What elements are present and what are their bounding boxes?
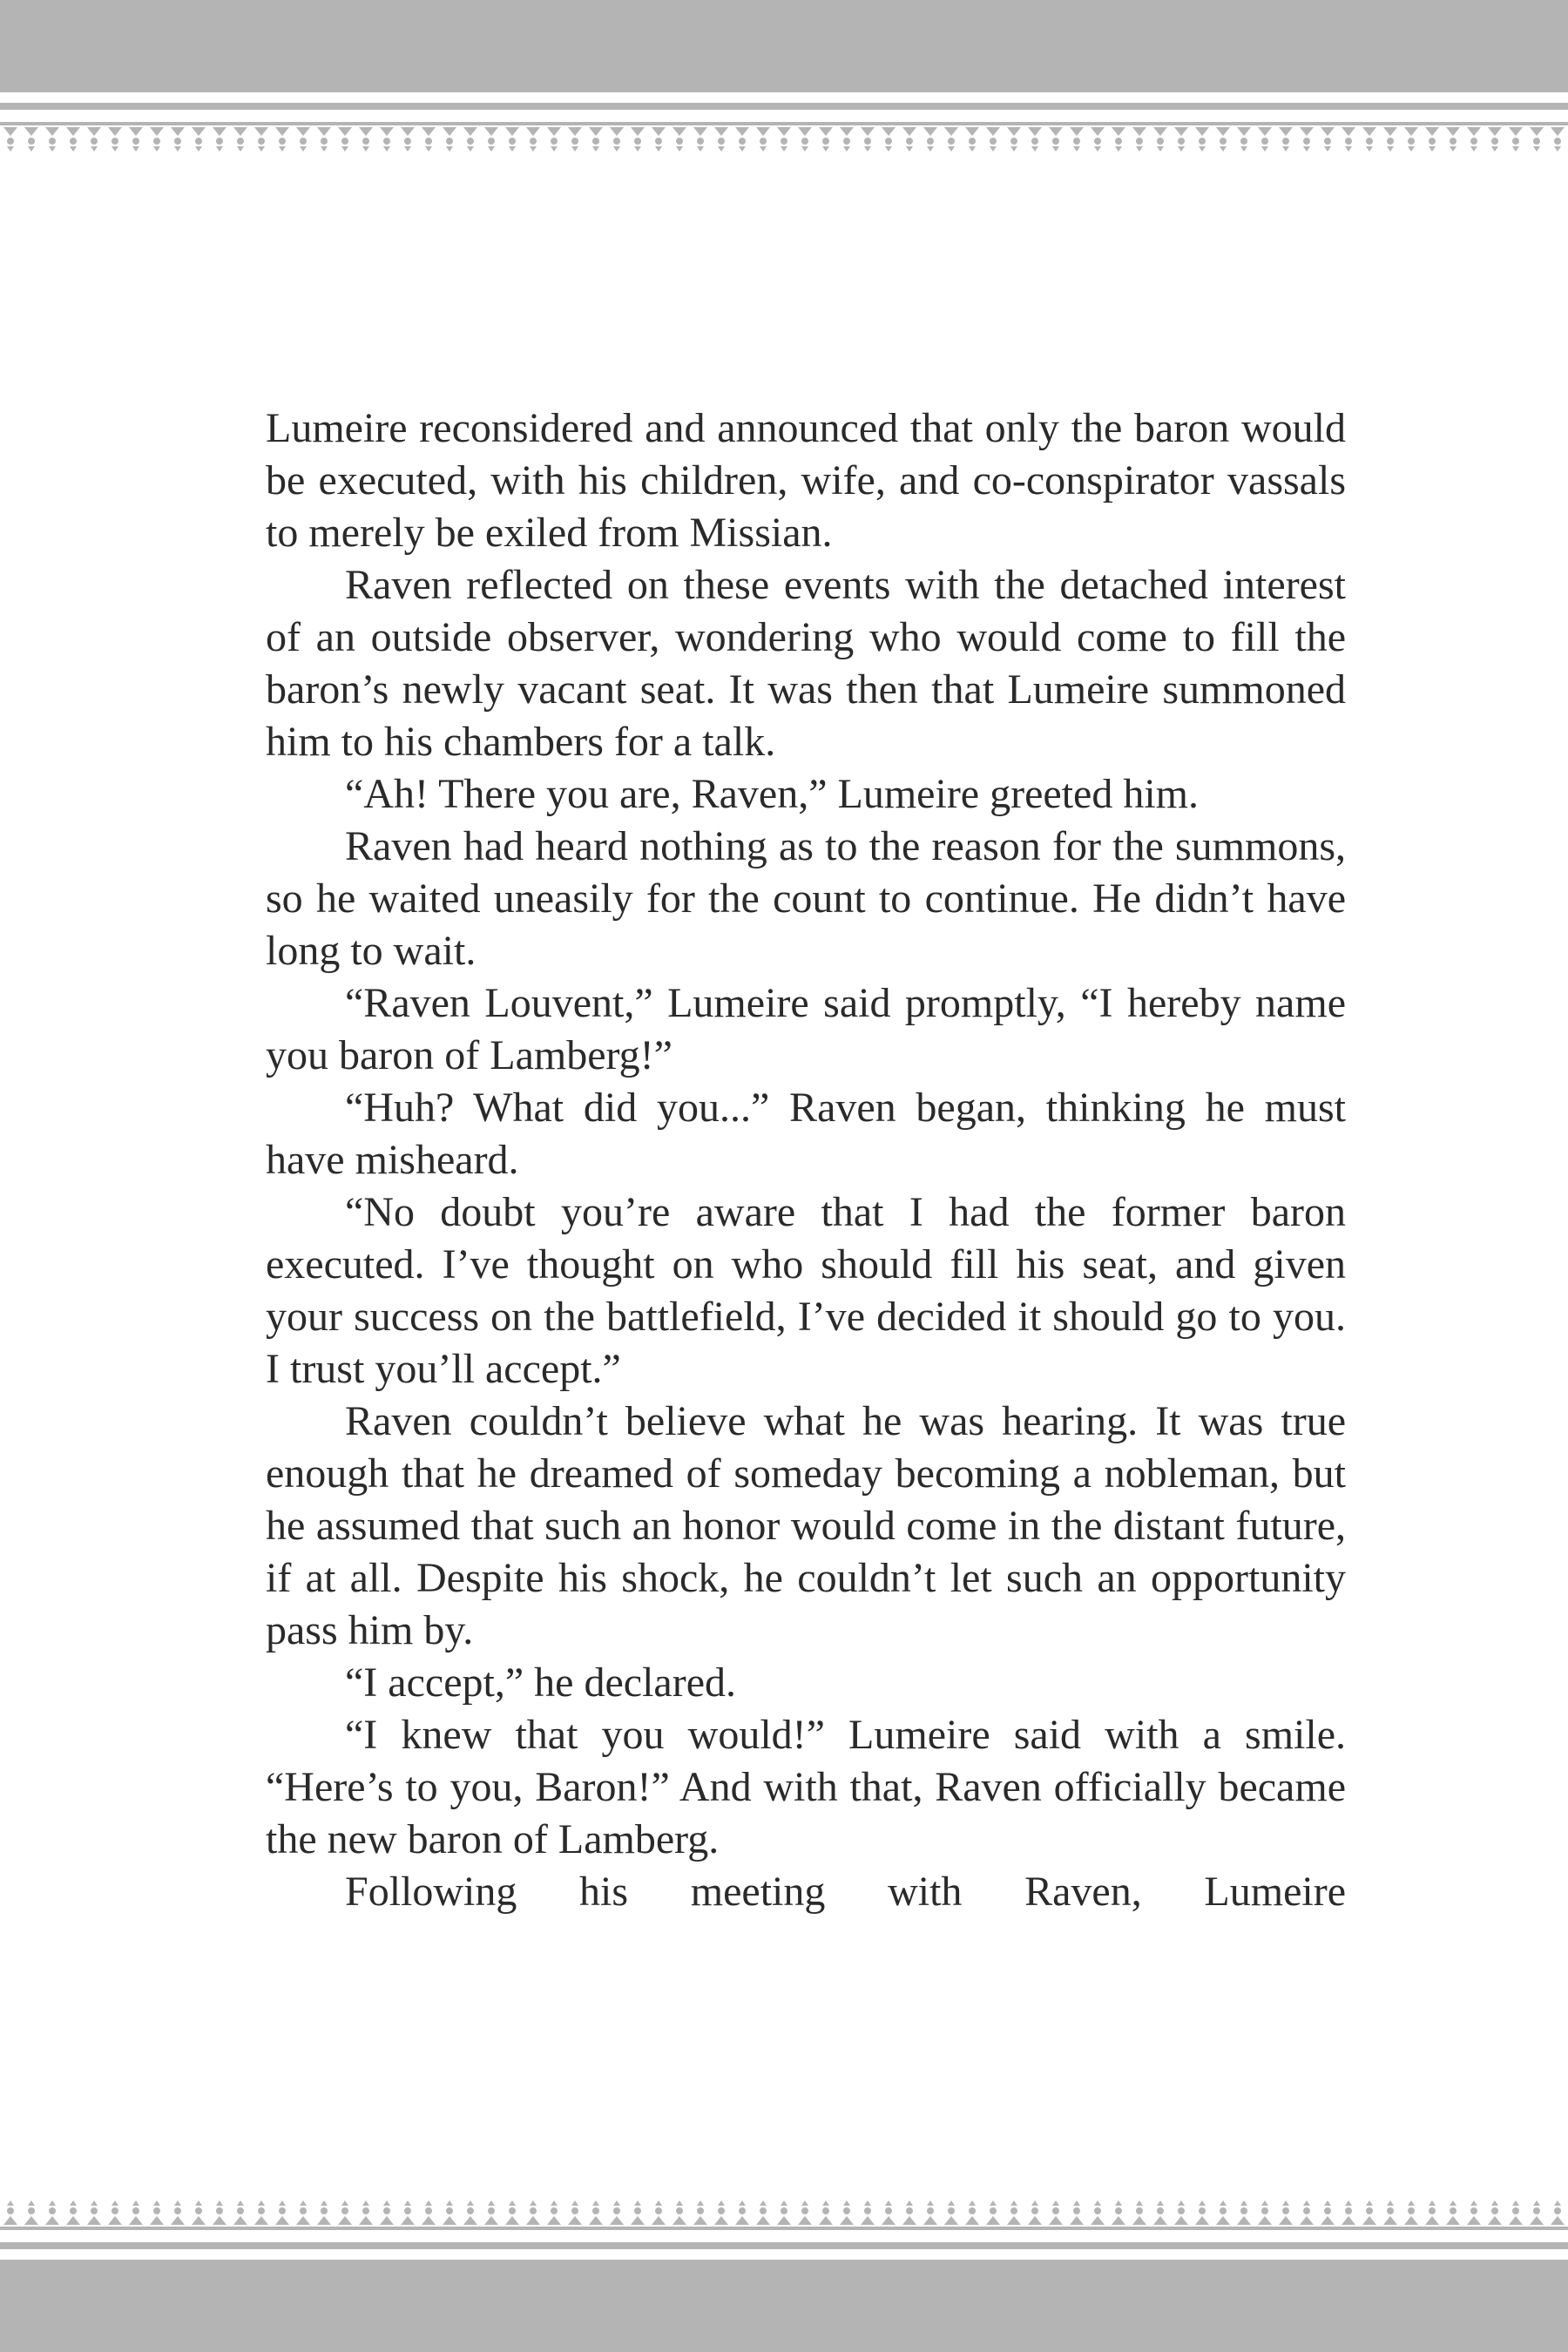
paragraph: “Raven Louvent,” Lumeire said promptly, “I hereby name you baron of Lamberg!” bbox=[266, 980, 1346, 1078]
paragraph: “Huh? What did you...” Raven began, thinking he must have misheard. bbox=[266, 1085, 1346, 1183]
paragraph: Lumeire reconsidered and announced that only the baron would be executed, with his children, wife, and co-conspirator vassals to merely be exiled from Missian. bbox=[266, 405, 1346, 556]
paragraph: “No doubt you’re aware that I had the former baron executed. I’ve thought on who should fill his seat, and given your success on the battlefield, I’ve decided it should go to you. I trust you’ll accept.” bbox=[266, 1189, 1346, 1392]
paragraph: “I knew that you would!” Lumeire said with a smile. “Here’s to you, Baron!” And with that, Raven officially became the new baron of Lamberg. bbox=[266, 1712, 1346, 1862]
paragraph: Raven reflected on these events with the detached interest of an outside observer, wondering who would come to fill the baron’s newly vacant seat. It was then that Lumeire summoned him to his chambers for a talk. bbox=[266, 562, 1346, 765]
paragraph: Raven had heard nothing as to the reason for the summons, so he waited uneasily for the count to continue. He didn’t have long to wait. bbox=[266, 823, 1346, 974]
paragraph: “I accept,” he declared. bbox=[345, 1659, 736, 1706]
page-body bbox=[266, 402, 1346, 1918]
bottom-border-line bbox=[0, 2242, 1568, 2249]
top-border-bar bbox=[0, 0, 1568, 92]
bottom-border-bar bbox=[0, 2260, 1568, 2352]
top-border-line bbox=[0, 103, 1568, 110]
paragraph: Raven couldn’t believe what he was hearing. It was true enough that he dreamed of someday becoming a nobleman, but he assumed that such an honor would come in the distant future, if at all. Despite his shock, he couldn’t let such an opportunity pass him by. bbox=[266, 1398, 1346, 1653]
top-ornament-band bbox=[0, 117, 1568, 155]
paragraph: Following his meeting with Raven, Lumeire bbox=[345, 1869, 1346, 1915]
bottom-ornament-band bbox=[0, 2197, 1568, 2235]
paragraph: “Ah! There you are, Raven,” Lumeire greeted him. bbox=[345, 771, 1200, 817]
